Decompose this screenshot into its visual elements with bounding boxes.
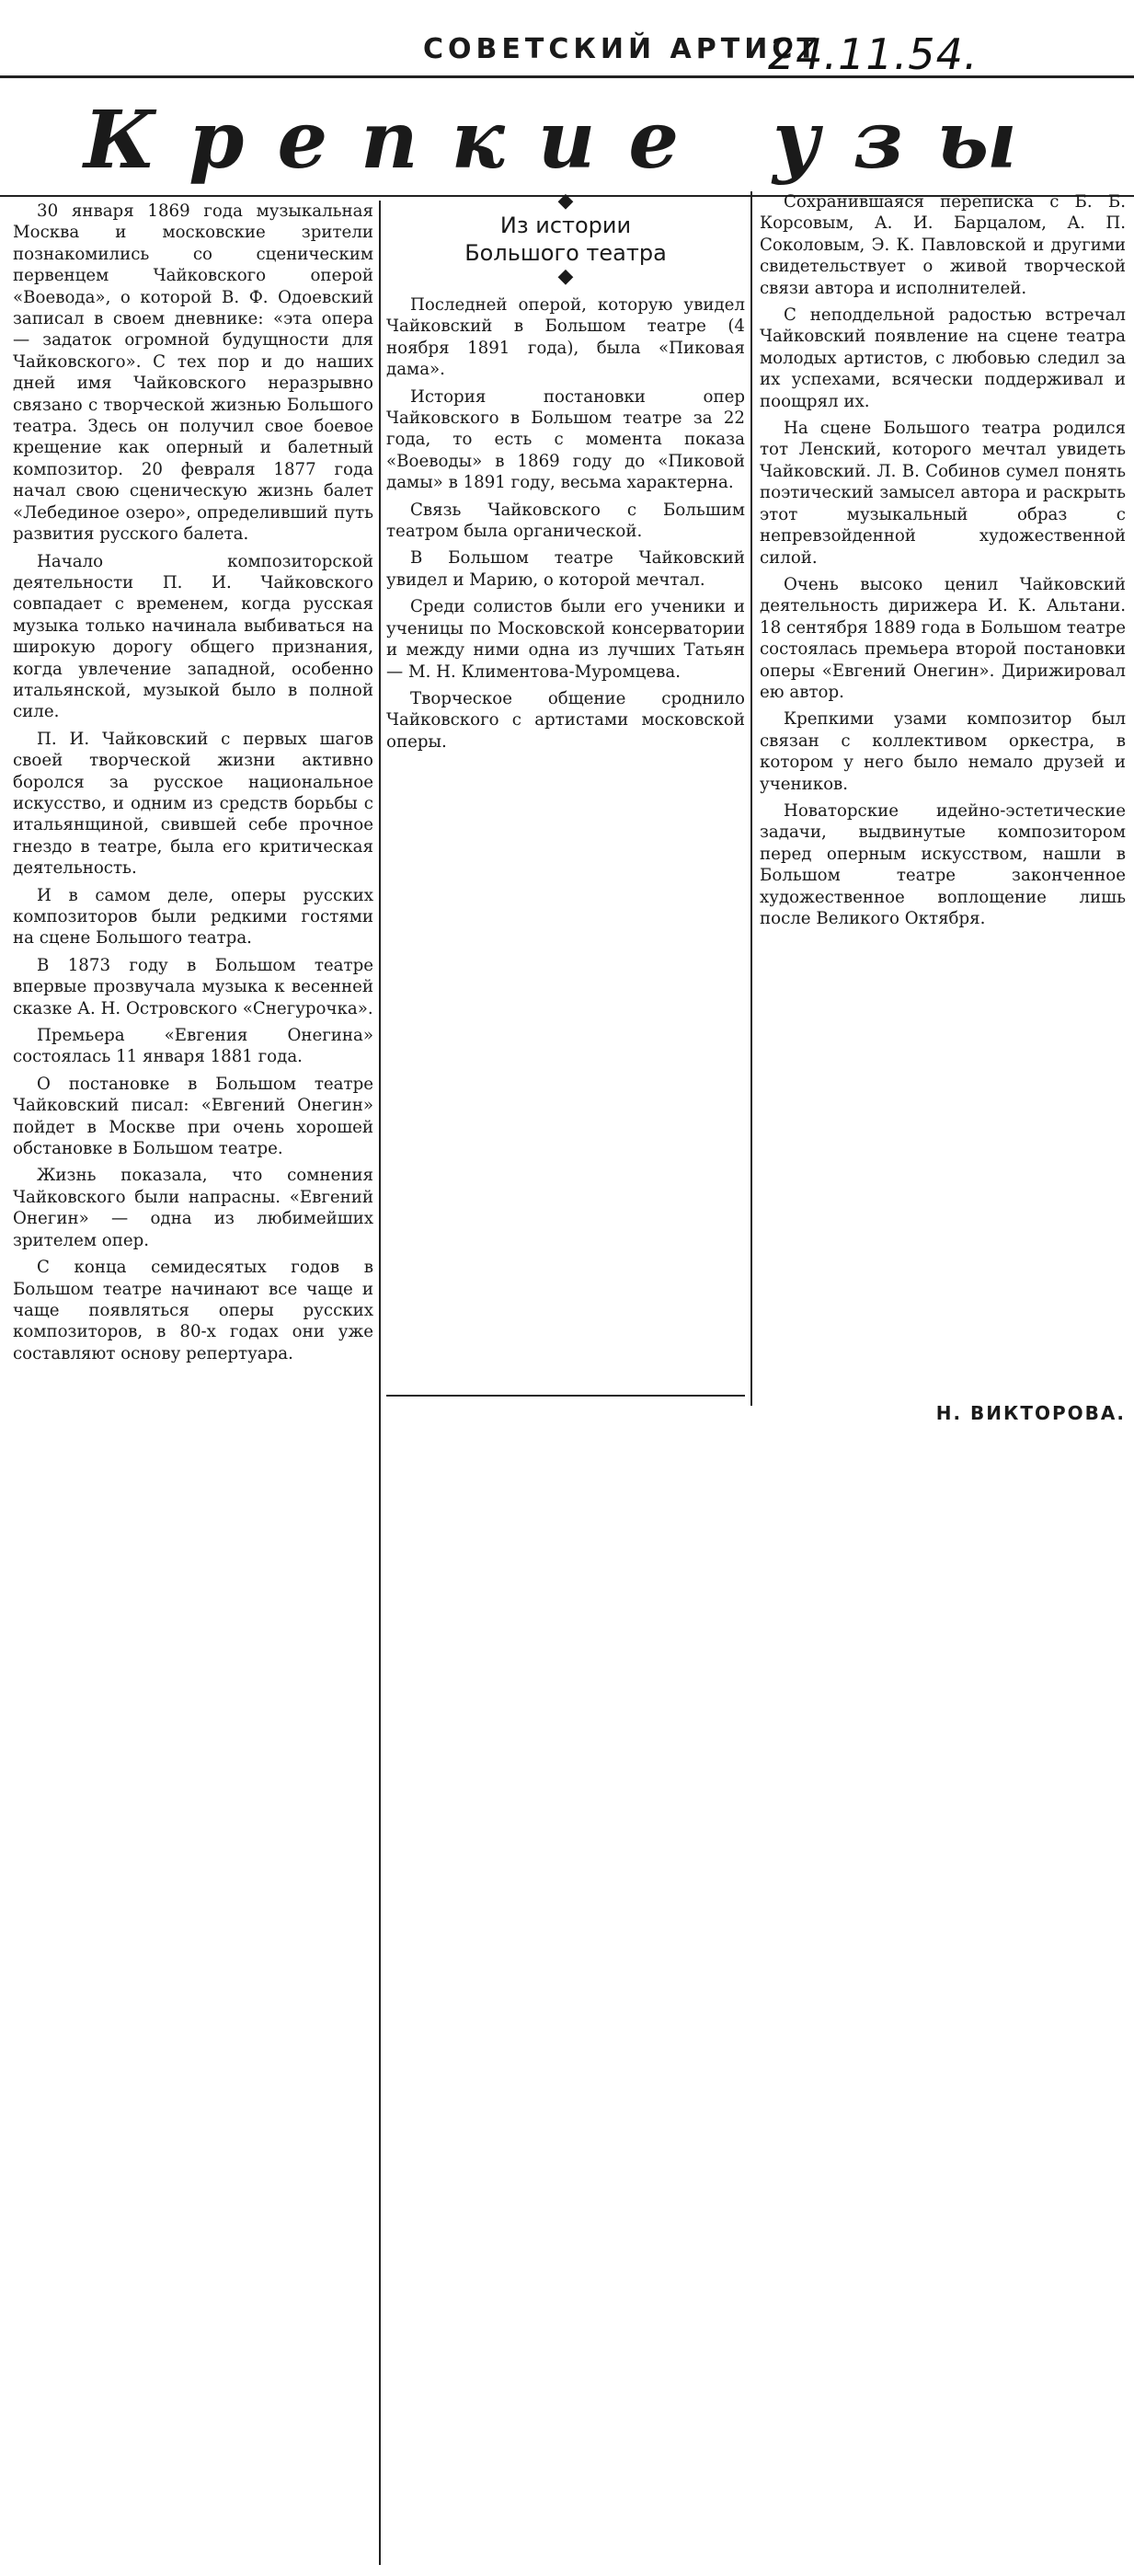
paragraph: Связь Чайковского с Большим театром была органической.	[386, 500, 745, 542]
paragraph: Жизнь показала, что сомнения Чайковского были напрасны. «Евгений Онегин» — одна из любимейших зрителем опер.	[13, 1166, 373, 1250]
article-column-3	[760, 191, 1126, 1406]
article-column-2	[386, 294, 745, 1389]
paragraph: Последней оперой, которую увидел Чайковский в Большом театре (4 ноября 1891 года), была «Пиковая дама».	[386, 295, 745, 380]
paragraph: С неподдельной радостью встречал Чайковский появление на сцене театра молодых артистов, с любовью следил за их успехами, всячески поддерживал и поощрял их.	[760, 305, 1126, 411]
paragraph: В Большом театре Чайковский увидел и Марию, о которой мечтал.	[386, 548, 745, 590]
paragraph: На сцене Большого театра родился тот Ленский, которого мечтал увидеть Чайковский. Л. В. Собинов сумел понять поэтический замысел автора и раскрыть этот музыкальный образ с непревзойденной художественной силой.	[760, 419, 1126, 568]
paragraph: С конца семидесятых годов в Большом театре начинают все чаще и чаще появляться оперы русских композиторов, в 80-х годах они уже составляют основу репертуара.	[13, 1258, 373, 1363]
subtitle-line-2: Большого театра	[464, 240, 667, 266]
paragraph: Среди солистов были его ученики и ученицы по Московской консерватории и между ними одна из лучших Татьян — М. Н. Климентова-Муромцева.	[386, 597, 745, 682]
article-subtitle	[386, 190, 745, 288]
paragraph: Очень высоко ценил Чайковский деятельность дирижера И. К. Альтани. 18 сентября 1889 года в Большом театре состоялась премьера второй постановки оперы «Евгений Онегин». Дирижировал ею автор.	[760, 574, 1126, 702]
handwritten-date: 24.11.54.	[768, 29, 979, 79]
newspaper-title: СОВЕТСКИЙ АРТИСТ	[423, 33, 820, 65]
column-divider	[379, 201, 381, 2565]
author-signature: Н. ВИКТОРОВА.	[935, 1402, 1126, 1424]
article-column-1	[13, 201, 373, 2565]
diamond-icon: ◆	[557, 190, 574, 213]
subtitle-line-1: Из истории	[499, 213, 632, 238]
column-divider	[750, 191, 752, 1406]
paragraph: 30 января 1869 года музыкальная Москва и московские зрители познакомились со сценическим первенцем Чайковского оперой «Воевода», о которой В. Ф. Одоевский записал в своем дневнике: «эта опера — задаток огромной будущности для Чайковского». С тех пор и до наших дней имя Чайковского неразрывно связано с творческой жизнью Большого театра. Здесь он получил свое боевое крещение как оперный и балетный композитор. 20 февраля 1877 года начал свою сценическую жизнь балет «Лебединое озеро», определивший путь развития русского балета.	[13, 201, 373, 545]
column-end-rule	[386, 1395, 745, 1397]
paragraph: В 1873 году в Большом театре впервые прозвучала музыка к весенней сказке А. Н. Островского «Снегурочка».	[13, 955, 373, 1018]
paragraph: Крепкими узами композитор был связан с коллективом оркестра, в котором у него было немало друзей и учеников.	[760, 709, 1126, 794]
masthead	[0, 28, 1134, 78]
article-headline: Крепкие узы	[84, 94, 1050, 187]
paragraph: Сохранившаяся переписка с Б. Б. Корсовым, А. И. Барцалом, А. П. Соколовым, Э. К. Павловской и другими свидетельствует о живой творческой связи автора и исполнителей.	[760, 192, 1126, 298]
paragraph: О постановке в Большом театре Чайковский писал: «Евгений Онегин» пойдет в Москве при очень хорошей обстановке в Большом театре.	[13, 1074, 373, 1159]
paragraph: Премьера «Евгения Онегина» состоялась 11 января 1881 года.	[13, 1026, 373, 1067]
paragraph: Творческое общение сроднило Чайковского с артистами московской оперы.	[386, 688, 745, 752]
paragraph: П. И. Чайковский с первых шагов своей творческой жизни активно боролся за русское национальное искусство, и одним из средств борьбы с итальянщиной, свившей себе прочное гнездо в театре, была его критическая деятельность.	[13, 729, 373, 879]
paragraph: Новаторские идейно-эстетические задачи, выдвинутые композитором перед оперным искусством, нашли в Большом театре законченное художественное воплощение лишь после Великого Октября.	[760, 800, 1126, 928]
paragraph: История постановки опер Чайковского в Большом театре за 22 года, то есть с момента показа «Воеводы» в 1869 году до «Пиковой дамы» в 1891 году, весьма характерна.	[386, 386, 745, 493]
paragraph: Начало композиторской деятельности П. И. Чайковского совпадает с временем, когда русская музыка только начинала выбиваться на широкую дорогу общего признания, когда увлечение западной, особенно итальянской, музыкой было в полной силе.	[13, 551, 373, 722]
diamond-icon: ◆	[557, 265, 574, 288]
paragraph: И в самом деле, оперы русских композиторов были редкими гостями на сцене Большого театра.	[13, 885, 373, 949]
